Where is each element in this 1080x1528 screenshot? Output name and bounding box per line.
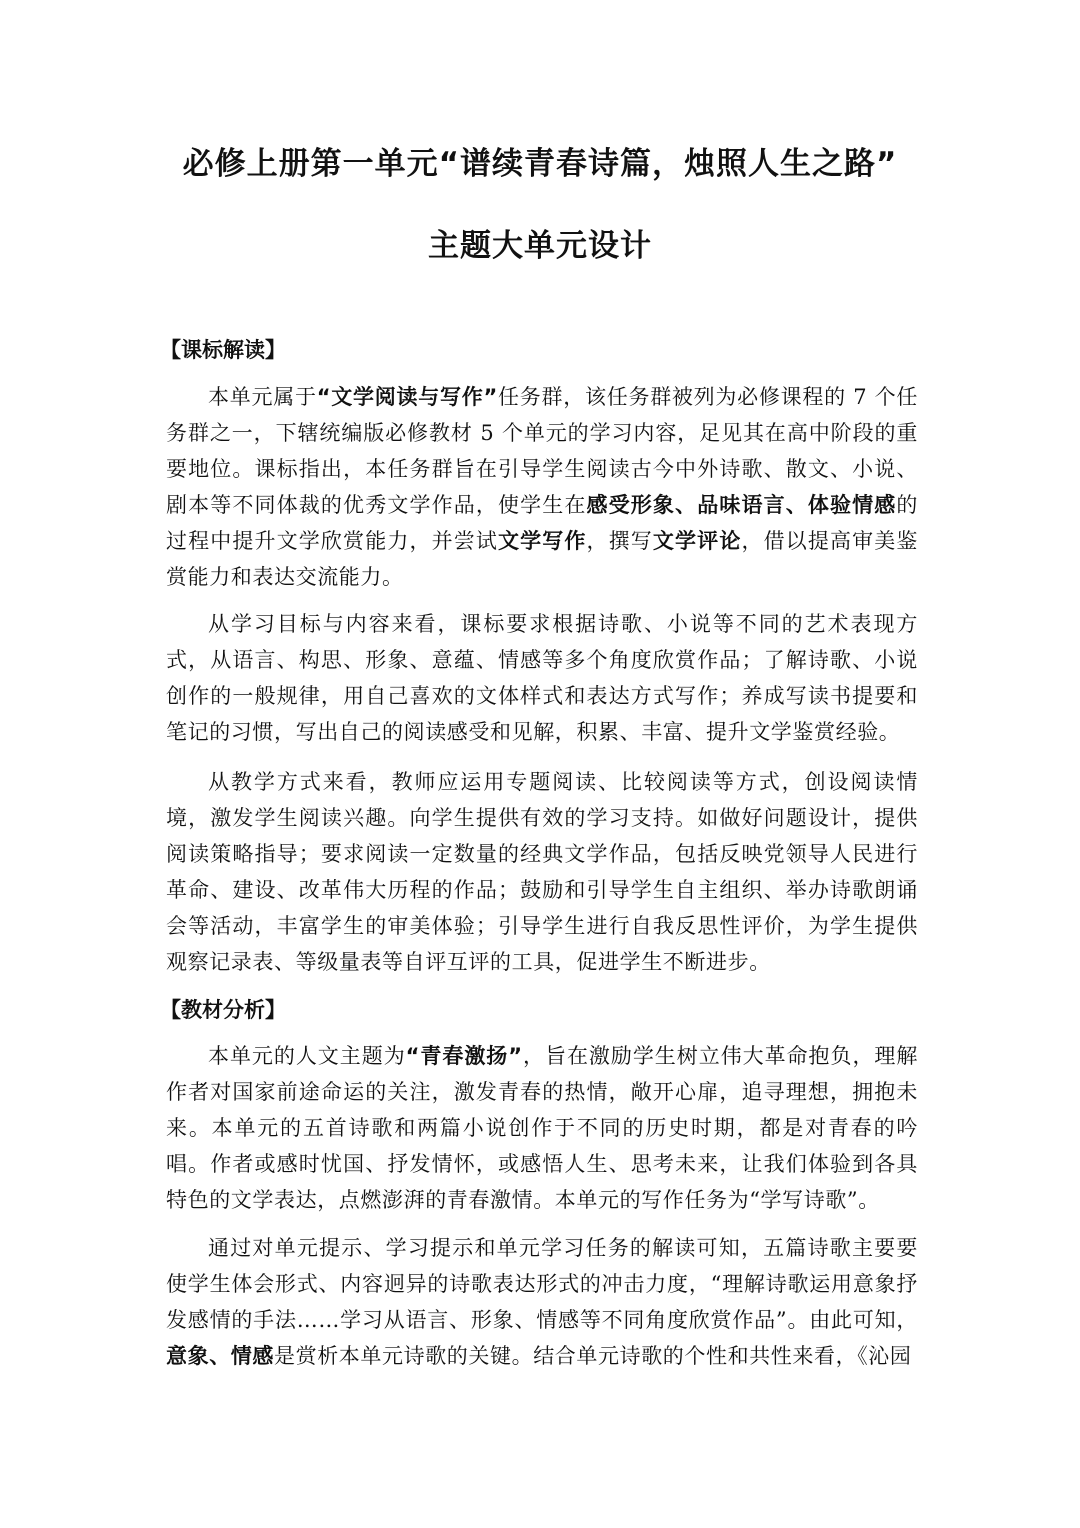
body-text: ，旨在激励学生树立伟大革命抱负，理解作者对国家前途命运的关注，激发青春的热情，敞开心扉，追寻理想，拥抱未来。本单元的五首诗歌和两篇小说创作于不同的历史时期，都是对青春的吟唱。作者或感时忧国、抒发情怀，或感悟人生、思考未来，让我们体验到各具特色的文学表达，点燃澎湃的青春激情。本单元的写作任务为“学写诗歌”。 bbox=[166, 1044, 918, 1212]
title-line-2: 主题大单元设计 bbox=[428, 228, 652, 264]
section-heading-curriculum: 【课标解读】 bbox=[160, 338, 286, 362]
body-text: 本单元的人文主题为 bbox=[208, 1044, 406, 1068]
emphasis-text: 意象、情感 bbox=[166, 1344, 274, 1368]
title-line-1: 必修上册第一单元“谱续青春诗篇，烛照人生之路” bbox=[182, 146, 898, 182]
body-text: 的过程中提升文学欣赏能力，并尝试 bbox=[166, 493, 918, 553]
emphasis-text: 文学写作 bbox=[497, 529, 587, 553]
body-text: 是赏析本单元诗歌的关键。结合单元诗歌的个性和共性来看，《沁园 bbox=[274, 1344, 912, 1368]
body-text: 任务群，该任务群被列为必修课程的 7 个任务群之一，下辖统编版必修教材 5 个单元的学习内容，足见其在高中阶段的重要地位。课标指出，本任务群旨在引导学生阅读古今中外诗歌、散文、小说、剧本等不同体裁的优秀文学作品，使学生在 bbox=[166, 385, 919, 517]
body-text: 通过对单元提示、学习提示和单元学习任务的解读可知，五篇诗歌主要要使学生体会形式、内容迥异的诗歌表达形式的冲击力度，“理解诗歌运用意象抒发感情的手法……学习从语言、形象、情感等不同角度欣赏作品”。由此可知， bbox=[166, 1236, 918, 1332]
body-text: 从学习目标与内容来看，课标要求根据诗歌、小说等不同的艺术表现方式，从语言、构思、形象、意蕴、情感等多个角度欣赏作品；了解诗歌、小说创作的一般规律，用自己喜欢的文体样式和表达方式写作；养成写读书提要和笔记的习惯，写出自己的阅读感受和见解，积累、丰富、提升文学鉴赏经验。 bbox=[166, 612, 918, 744]
body-text: ，借以提高审美鉴赏能力和表达交流能力。 bbox=[166, 529, 918, 589]
emphasis-text: “文学阅读与写作” bbox=[316, 385, 498, 409]
paragraph-curriculum-2 bbox=[166, 606, 918, 750]
emphasis-text: 文学评论 bbox=[652, 529, 742, 553]
body-text: ，撰写 bbox=[586, 529, 653, 553]
emphasis-text: “青春激扬” bbox=[405, 1044, 523, 1068]
emphasis-text: 感受形象、品味语言、体验情感 bbox=[586, 493, 897, 517]
paragraph-curriculum-1 bbox=[166, 379, 918, 595]
paragraph-textbook-1 bbox=[166, 1038, 918, 1218]
paragraph-textbook-2 bbox=[166, 1230, 918, 1374]
paragraph-curriculum-3 bbox=[166, 764, 918, 980]
section-heading-textbook: 【教材分析】 bbox=[160, 998, 286, 1022]
body-text: 本单元属于 bbox=[208, 385, 317, 409]
body-text: 从教学方式来看，教师应运用专题阅读、比较阅读等方式，创设阅读情境，激发学生阅读兴趣。向学生提供有效的学习支持。如做好问题设计，提供阅读策略指导；要求阅读一定数量的经典文学作品，包括反映党领导人民进行革命、建设、改革伟大历程的作品；鼓励和引导学生自主组织、举办诗歌朗诵会等活动，丰富学生的审美体验；引导学生进行自我反思性评价，为学生提供观察记录表、等级量表等自评互评的工具，促进学生不断进步。 bbox=[166, 770, 918, 974]
